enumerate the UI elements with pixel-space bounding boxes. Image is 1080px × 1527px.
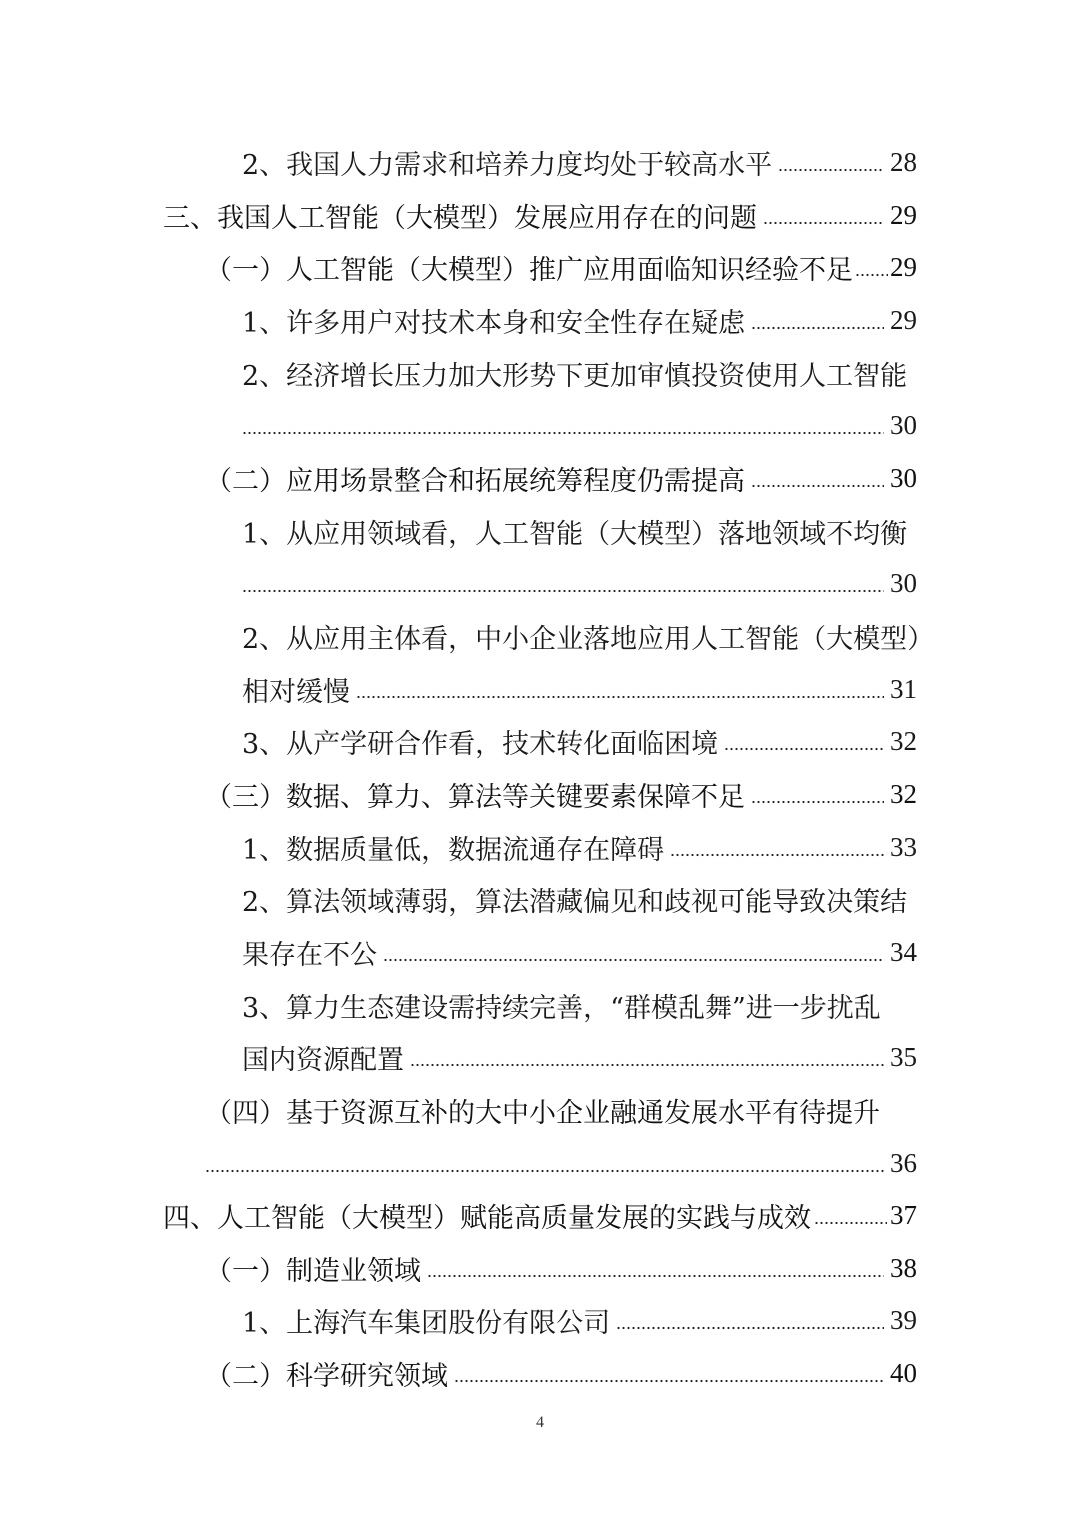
toc-entry[interactable] (242, 821, 917, 873)
toc-leader-dots (724, 747, 884, 751)
toc-entry-page: 29 (890, 199, 917, 230)
toc-entry[interactable] (205, 768, 917, 820)
toc-entry[interactable] (242, 136, 917, 188)
toc-entry-page: 31 (890, 673, 917, 704)
toc-leader-dots (670, 853, 884, 857)
toc-entry-page: 30 (890, 409, 917, 440)
toc-leader-dots (778, 168, 884, 172)
toc-entry-page: 30 (890, 567, 917, 598)
toc-entry[interactable] (242, 505, 917, 557)
toc-entry[interactable] (205, 1347, 917, 1399)
toc-entry-text: 2、从应用主体看，中小企业落地应用人工智能（大模型） (242, 623, 935, 655)
toc-leader-dots (383, 958, 884, 962)
toc-entry[interactable] (242, 1294, 917, 1346)
toc-entry-page: 33 (890, 831, 917, 862)
toc-entry[interactable] (205, 241, 917, 293)
toc-entry-page: 30 (890, 462, 917, 493)
toc-entry-text: 2、经济增长压力加大形势下更加审慎投资使用人工智能 (242, 360, 908, 392)
toc-entry-continuation[interactable] (242, 399, 917, 451)
toc-entry-text: 国内资源配置 (242, 1044, 404, 1076)
toc-entry[interactable] (242, 347, 917, 399)
toc-entry-page: 29 (890, 251, 917, 282)
toc-entry-text: 四、人工智能（大模型）赋能高质量发展的实践与成效 (163, 1202, 811, 1234)
toc-entry[interactable] (205, 1242, 917, 1294)
toc-entry-continuation[interactable] (242, 926, 917, 978)
toc-entry-page: 28 (890, 146, 917, 177)
toc-entry-page: 34 (890, 936, 917, 967)
toc-entry[interactable] (242, 873, 917, 925)
toc-leader-dots (410, 1063, 884, 1067)
toc-entry-text: 1、从应用领域看，人工智能（大模型）落地领域不均衡 (242, 518, 908, 550)
toc-leader-dots (751, 484, 884, 488)
toc-entry-text: 1、上海汽车集团股份有限公司 (242, 1307, 611, 1339)
toc-leader-dots (242, 589, 884, 593)
toc-leader-dots (751, 326, 884, 330)
toc-entry-page: 36 (890, 1147, 917, 1178)
toc-leader-dots (356, 695, 884, 699)
toc-leader-dots (616, 1326, 884, 1330)
page-number: 4 (536, 1414, 544, 1431)
toc-entry-continuation[interactable] (242, 663, 917, 715)
toc-entry-text: （一）人工智能（大模型）推广应用面临知识经验不足 (205, 254, 853, 286)
toc-entry-page: 39 (890, 1304, 917, 1335)
toc-entry[interactable] (242, 294, 917, 346)
toc-entry-page: 38 (890, 1252, 917, 1283)
toc-entry-text: 果存在不公 (242, 939, 377, 971)
toc-entry-text: （二）应用场景整合和拓展统筹程度仍需提高 (205, 465, 745, 497)
toc-entry-text: 2、我国人力需求和培养力度均处于较高水平 (242, 149, 773, 181)
toc-leader-dots (454, 1379, 884, 1383)
toc-entry-page: 32 (890, 725, 917, 756)
toc-entry-page: 32 (890, 778, 917, 809)
toc-entry-text: （一）制造业领域 (205, 1255, 421, 1287)
toc-entry[interactable] (163, 1189, 917, 1241)
toc-entry-text: 3、从产学研合作看，技术转化面临困境 (242, 728, 719, 760)
toc-entry[interactable] (205, 452, 917, 504)
toc-entry-text: （二）科学研究领域 (205, 1360, 448, 1392)
toc-entry-continuation[interactable] (242, 1031, 917, 1083)
toc-entry-page: 29 (890, 304, 917, 335)
toc-leader-dots (751, 800, 884, 804)
toc-entry[interactable] (242, 610, 935, 662)
toc-leader-dots (763, 221, 884, 225)
toc-entry[interactable] (163, 189, 917, 241)
toc-entry[interactable] (205, 1084, 917, 1136)
toc-entry-text: 2、算法领域薄弱，算法潜藏偏见和歧视可能导致决策结 (242, 886, 908, 918)
toc-entry-text: （四）基于资源互补的大中小企业融通发展水平有待提升 (205, 1097, 880, 1129)
toc-entry-text: 3、算力生态建设需持续完善，“群模乱舞”进一步扰乱 (242, 992, 881, 1024)
toc-entry-text: 相对缓慢 (242, 676, 350, 708)
toc-entry-page: 37 (890, 1199, 917, 1230)
toc-leader-dots (427, 1274, 884, 1278)
toc-entry[interactable] (242, 979, 917, 1031)
toc-entry-page: 40 (890, 1357, 917, 1388)
toc-leader-dots (855, 273, 888, 277)
toc-entry-continuation[interactable] (242, 557, 917, 609)
toc-leader-dots (814, 1221, 887, 1225)
toc-entry-text: （三）数据、算力、算法等关键要素保障不足 (205, 781, 745, 813)
toc-entry-text: 三、我国人工智能（大模型）发展应用存在的问题 (163, 202, 757, 234)
toc-entry-text: 1、数据质量低，数据流通存在障碍 (242, 834, 665, 866)
toc-entry-continuation[interactable] (205, 1137, 917, 1189)
toc-leader-dots (242, 431, 884, 435)
toc-entry-text: 1、许多用户对技术本身和安全性存在疑虑 (242, 307, 746, 339)
toc-leader-dots (205, 1169, 884, 1173)
toc-entry-page: 35 (890, 1041, 917, 1072)
toc-entry[interactable] (242, 715, 917, 767)
